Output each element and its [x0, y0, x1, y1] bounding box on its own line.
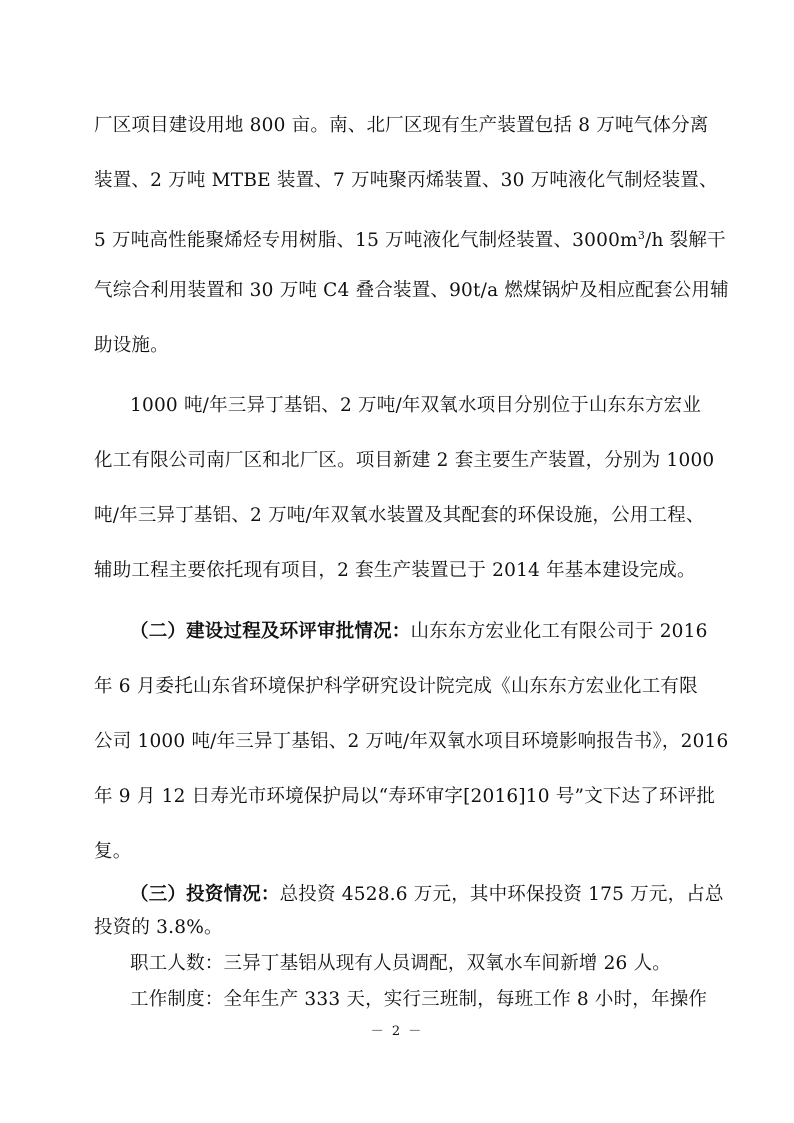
superscript-3: 3	[637, 229, 646, 242]
paragraph1-line-5: 助设施。	[94, 335, 169, 356]
section3-line-2: 投资的 3.8%。	[94, 917, 223, 938]
section3-line-1-text: 总投资 4528.6 万元，其中环保投资 175 万元，占总	[279, 884, 724, 905]
section2-line-1-text: 山东东方宏业化工有限公司于 2016	[410, 621, 708, 642]
paragraph1-line-3-tail: /h 裂解干	[645, 230, 726, 252]
section2-line-5: 复。	[94, 841, 132, 862]
section2-heading: （二）建设过程及环评审批情况：	[130, 621, 411, 642]
paragraph1-line-4: 气综合利用装置和 30 万吨 C4 叠合装置、90t/a 燃煤锅炉及相应配套公用辅	[94, 280, 729, 301]
paragraph1-line-3-text: 5 万吨高性能聚烯烃专用树脂、15 万吨液化气制烃装置、3000m	[94, 230, 638, 252]
section2-line-2: 年 6 月委托山东省环境保护科学研究设计院完成《山东东方宏业化工有限	[94, 676, 698, 697]
paragraph1-line-3	[94, 224, 726, 253]
paragraph2-line-1: 1000 吨/年三异丁基铝、2 万吨/年双氧水项目分别位于山东东方宏业	[130, 395, 702, 416]
section3-heading: （三）投资情况：	[130, 884, 280, 905]
section2-line-1	[130, 620, 706, 644]
section3-line-3: 职工人数：三异丁基铝从现有人员调配，双氧水车间新增 26 人。	[130, 953, 672, 974]
paragraph2-line-4: 辅助工程主要依托现有项目，2 套生产装置已于 2014 年基本建设完成。	[94, 560, 696, 581]
page-number: － 2 －	[370, 1024, 424, 1039]
paragraph2-line-2: 化工有限公司南厂区和北厂区。项目新建 2 套主要生产装置，分别为 1000	[94, 450, 715, 471]
section2-line-4: 年 9 月 12 日寿光市环境保护局以“寿环审字[2016]10 号”文下达了环评批	[94, 786, 716, 807]
section3-line-1	[130, 883, 724, 907]
section2-line-3: 公司 1000 吨/年三异丁基铝、2 万吨/年双氧水项目环境影响报告书》，2016	[94, 731, 729, 752]
paragraph2-line-3: 吨/年三异丁基铝、2 万吨/年双氧水装置及其配套的环保设施，公用工程、	[94, 505, 705, 526]
section3-line-4: 工作制度：全年生产 333 天，实行三班制，每班工作 8 小时，年操作	[130, 989, 708, 1010]
paragraph1-line-1: 厂区项目建设用地 800 亩。南、北厂区现有生产装置包括 8 万吨气体分离	[94, 115, 709, 136]
paragraph1-line-2: 装置、2 万吨 MTBE 装置、7 万吨聚丙烯装置、30 万吨液化气制烃装置、	[94, 170, 718, 191]
